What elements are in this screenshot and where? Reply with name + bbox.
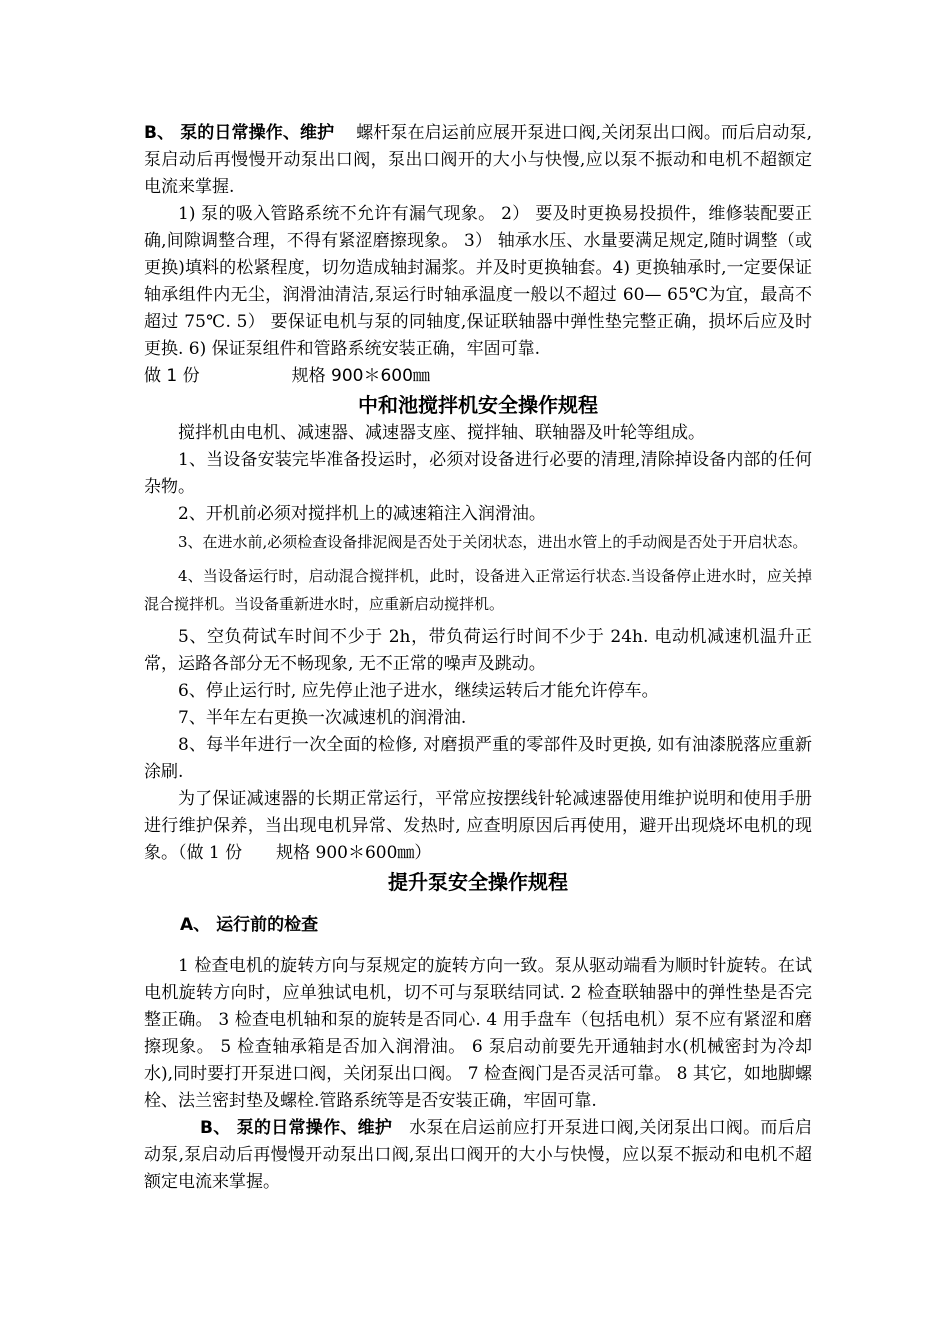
paragraph-pre-run-checks: 1 检查电机的旋转方向与泵规定的旋转方向一致。泵从驱动端看为顺时针旋转。在试电机旋转方向时，应单独试电机，切不可与泵联结同试. 2 检查联轴器中的弹性垫是否完整正确。 3 检查电机轴和泵的旋转是否同心. 4 用手盘车（包括电机）泵不应有紧涩和磨擦现象。 5 检查轴承箱是否加入润滑油。 6 泵启动前要先开通轴封水(机械密封为冷却水),同时要打开泵进口阀，关闭泵出口阀。 7 检查阀门是否灵活可靠。 8 其它，如地脚螺栓、法兰密封垫及螺栓.管路系统等是否安装正确，牢固可靠. bbox=[144, 956, 812, 1111]
list-item: 2、开机前必须对搅拌机上的减速箱注入润滑油。 bbox=[178, 504, 546, 524]
paragraph-text: 螺杆泵在启运前应展开泵进口阀,关闭泵出口阀。而后启动泵,泵启动后再慢慢开动泵出口阀，泵出口阀开的大小与快慢,应以泵不振动和电机不超额定电流来掌握. bbox=[144, 123, 812, 197]
list-item: 6、停止运行时, 应先停止池子进水，继续运转后才能允许停车。 bbox=[178, 681, 659, 701]
spec-size: 规格 900＊600㎜ bbox=[291, 366, 430, 386]
section-title-lift-pump: 提升泵安全操作规程 bbox=[388, 870, 568, 894]
section-heading-b: B、 泵的日常操作、维护 bbox=[144, 123, 335, 143]
section-heading-a: A、 运行前的检查 bbox=[180, 915, 319, 935]
list-item: 8、每半年进行一次全面的检修, 对磨损严重的零部件及时更换, 如有油漆脱落应重新涂刷. bbox=[144, 735, 812, 782]
paragraph-maintenance-items: 1) 泵的吸入管路系统不允许有漏气现象。 2） 要及时更换易投损件，维修装配要正确,间隙调整合理，不得有紧涩磨擦现象。 3） 轴承水压、水量要满足规定,随时调整（或更换)填料的松紧程度，切勿造成轴封漏浆。并及时更换轴套。4) 更换轴承时,一定要保证轴承组件内无尘，润滑油清洁,泵运行时轴承温度一般以不超过 60— 65℃为宜，最高不超过 75℃. 5） 要保证电机与泵的同轴度,保证联轴器中弹性垫完整正确，损坏后应及时更换. 6) 保证泵组件和管路系统安装正确，牢固可靠. bbox=[144, 204, 812, 359]
list-item: 搅拌机由电机、减速器、减速器支座、搅拌轴、联轴器及叶轮等组成。 bbox=[178, 423, 705, 443]
paragraph-text: 水泵在启运前应打开泵进口阀,关闭泵出口阀。而后启动泵,泵启动后再慢慢开动泵出口阀,泵出口阀开的大小与快慢，应以泵不振动和电机不超额定电流来掌握。 bbox=[144, 1118, 812, 1192]
list-item: 1、当设备安装完毕准备投运时，必须对设备进行必要的清理,清除掉设备内部的任何杂物。 bbox=[144, 450, 812, 497]
copy-count: 做 1 份 bbox=[144, 366, 200, 386]
section-heading-b2: B、 泵的日常操作、维护 bbox=[200, 1118, 393, 1138]
paragraph-reducer-maintenance: 为了保证减速器的长期正常运行，平常应按摆线针轮减速器使用维护说明和使用手册进行维护保养，当出现电机异常、发热时, 应查明原因后再使用，避开出现烧坏电机的现象。（做 1 份 规格 900＊600㎜） bbox=[144, 789, 812, 863]
list-item: 4、当设备运行时，启动混合搅拌机，此时，设备进入正常运行状态.当设备停止进水时，应关掉混合搅拌机。当设备重新进水时，应重新启动搅拌机。 bbox=[144, 567, 812, 613]
paragraph-lift-pump-operation bbox=[144, 1115, 812, 1196]
spec-line bbox=[144, 363, 812, 390]
section-title-mixer: 中和池搅拌机安全操作规程 bbox=[358, 393, 598, 417]
list-item: 5、空负荷试车时间不少于 2h，带负荷运行时间不少于 24h. 电动机减速机温升正常，运路各部分无不畅现象, 无不正常的噪声及跳动。 bbox=[144, 627, 812, 674]
list-item: 7、半年左右更换一次减速机的润滑油. bbox=[178, 708, 467, 728]
list-item: 3、在进水前,必须检查设备排泥阀是否处于关闭状态，进出水管上的手动阀是否处于开启状态。 bbox=[178, 533, 808, 551]
paragraph-pump-operation bbox=[144, 120, 812, 201]
document-page bbox=[144, 120, 812, 1196]
